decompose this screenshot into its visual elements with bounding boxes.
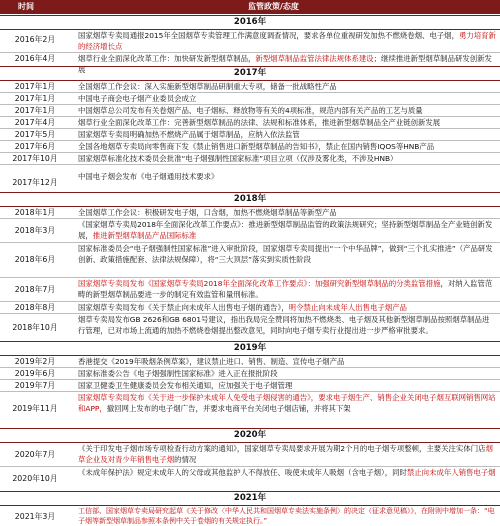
row-text: 中国电子烟会发布《电子烟通用技术要求》 bbox=[78, 172, 219, 181]
table-row bbox=[0, 392, 500, 425]
table-row bbox=[0, 243, 500, 276]
row-text: 中国电子商会电子烟产业委员会成立 bbox=[78, 94, 197, 103]
table-row bbox=[0, 356, 500, 367]
row-date: 2017年12月 bbox=[12, 178, 58, 187]
table-row bbox=[0, 117, 500, 128]
row-text: 《国家烟草专卖局2018年全面深化改革工作要点》：推进新型烟草制品监管的政策法规研究；坚持新型烟草制品全产业链创新发展， bbox=[78, 220, 493, 240]
row-date: 2017年1月 bbox=[14, 82, 56, 91]
row-date: 2016年2月 bbox=[14, 35, 56, 44]
row-text: 烟草行业全面深化改革工作：完善新型烟草制品的法律、法规和标准体系，推进新型烟草制品全产业链创新发展 bbox=[78, 118, 441, 127]
table-row bbox=[0, 30, 500, 51]
header-policy: 监管政策/态度 bbox=[248, 2, 299, 11]
row-date: 2021年3月 bbox=[14, 512, 56, 521]
row-text: 的情况 bbox=[174, 455, 197, 464]
row-text: 烟草专卖局发布GB 2626和GB 6801号建议，指出我局完全赞同将加热不燃烧类、电子烟及其他新型烟草制品按照烟草制品进行管理 bbox=[78, 315, 490, 335]
row-date: 2018年10月 bbox=[12, 323, 58, 332]
row-text: 撤回网上发布的电子烟广告，并要求电商平台关闭电子烟店铺，并将其下架 bbox=[106, 404, 351, 413]
row-date: 2016年4月 bbox=[14, 54, 56, 63]
row-text: 香港提交《2019年吸烟条例草案》，建议禁止进口、销售、制造、宣传电子烟产品 bbox=[78, 357, 345, 366]
row-highlight: 推进新型烟草制品产品国际标准 bbox=[92, 231, 197, 240]
year-heading: 2017年 bbox=[0, 66, 500, 81]
row-date: 2019年2月 bbox=[14, 357, 56, 366]
row-date: 2020年7月 bbox=[14, 450, 56, 459]
row-text: 全国烟草工作会议：积极研发电子烟，口含烟，加热不燃烧烟草制品等新型产品 bbox=[78, 208, 337, 217]
table-row bbox=[0, 105, 500, 116]
table-row bbox=[0, 93, 500, 104]
row-text: 全国烟草工作会议：深入实施新型烟草制品研制重大专项，储备一批战略性产品 bbox=[78, 82, 337, 91]
row-text: ，对纳入监管范畴的新型烟草制品要进一步的制定有效监管和量刑标准。 bbox=[78, 279, 493, 299]
row-text: 国家卫健委卫生健康委员会发布相关通知，应加强关于电子烟管理 bbox=[78, 381, 293, 390]
row-date: 2017年6月 bbox=[14, 142, 56, 151]
row-text: 中国烟草总公司发布有关卷烟产品、电子烟标、释放物等有关的4项标准，规范内部有关产品的工艺与质量 bbox=[78, 106, 423, 115]
row-text: 全国各地烟草专卖局向零售商下发《禁止销售进口新型烟草制品的告知书》，禁止在国内销售IQOS等HNB产品 bbox=[78, 142, 435, 151]
row-date: 2019年11月 bbox=[12, 404, 58, 413]
row-text: 国家烟草专卖局明确加热不燃烧产品属于烟草制品，应纳入依法监管 bbox=[78, 130, 300, 139]
table-row bbox=[0, 368, 500, 379]
row-highlight: 国家烟草专卖局发布《关于进一步保护未成年人免受电子烟侵害的通告》，要求电子烟生产、销售企业关闭电子烟互联网销售网站和APP， bbox=[78, 393, 496, 413]
row-date: 2017年1月 bbox=[14, 94, 56, 103]
table-row bbox=[0, 129, 500, 140]
row-date: 2018年7月 bbox=[14, 285, 56, 294]
year-heading: 2019年 bbox=[0, 341, 500, 356]
year-heading: 2021年 bbox=[0, 491, 500, 506]
row-date: 2020年10月 bbox=[12, 474, 58, 483]
row-highlight: 禁止向未成年人销售电子烟 bbox=[406, 468, 496, 477]
row-highlight: 勇力培育新的经济增长点 bbox=[78, 31, 496, 51]
row-highlight: 烟草企业及对青少年销售电子烟 bbox=[78, 444, 493, 464]
year-heading: 2016年 bbox=[0, 15, 500, 30]
row-text: ，已对市场上流通的加热不燃烧卷烟提出整改意见，同时向电子烟专卖行业提出进一步严格审批要求。 bbox=[100, 326, 433, 335]
table-row bbox=[0, 141, 500, 152]
table-row bbox=[0, 81, 500, 92]
row-text: 国家标准委员会“电子烟强制性国家标准”进入审批阶段，国家烟草专卖局提出“一个中华品牌”，做到“三个扎实推进”（产品研发创新、政策措施配套、法律法规保障），将“三大顶层”落实到实质性阶段 bbox=[78, 244, 493, 264]
table-row bbox=[0, 443, 500, 465]
row-date: 2018年1月 bbox=[14, 208, 56, 217]
table-row bbox=[0, 506, 500, 526]
row-highlight: 工信部、国家烟草专卖局研究起草《关于修改〈中华人民共和国烟草专卖法实施条例〉的决定（征求意见稿）》，在附则中增加一条：“电子烟等新型烟草制品参照本条例中关于卷烟的有关规定执行。” bbox=[78, 507, 495, 525]
row-date: 2017年4月 bbox=[14, 118, 56, 127]
row-date: 2018年6月 bbox=[14, 255, 56, 264]
row-highlight: 明令禁止向未成年人出售电子烟产品 bbox=[288, 303, 407, 312]
row-date: 2017年10月 bbox=[12, 154, 58, 163]
table-header bbox=[0, 0, 500, 14]
table-row bbox=[0, 467, 500, 489]
table-row bbox=[0, 165, 500, 188]
row-date: 2018年8月 bbox=[14, 303, 56, 312]
row-highlight: 新型烟草制品监管法律法规体系建设 bbox=[255, 54, 374, 63]
table-row bbox=[0, 207, 500, 218]
table-row bbox=[0, 380, 500, 391]
header-time: 时间 bbox=[18, 2, 34, 11]
row-date: 2017年1月 bbox=[14, 106, 56, 115]
table-row bbox=[0, 314, 500, 336]
row-text: 烟草行业全面深化改革工作：加快研发新型烟草制品， bbox=[78, 54, 256, 63]
year-heading: 2020年 bbox=[0, 428, 500, 443]
row-text: 国家烟草专卖局通报2015年全国烟草专卖管理工作满意度调查情况，要求各单位重视研发加热不燃烧卷烟、电子烟， bbox=[78, 31, 459, 40]
row-date: 2017年5月 bbox=[14, 130, 56, 139]
table-row bbox=[0, 278, 500, 300]
table-row bbox=[0, 153, 500, 164]
row-date: 2019年7月 bbox=[14, 381, 56, 390]
row-date: 2018年3月 bbox=[14, 226, 56, 235]
year-heading: 2018年 bbox=[0, 192, 500, 207]
row-text: 国家标准委公告《电子烟强制性国家标准》进入正在报批阶段 bbox=[78, 369, 278, 378]
row-text: 《关于印发电子烟市场专项检查行动方案的通知》，国家烟草专卖局要求开展为期2个月的电子烟专项整顿，主要关注实体门店 bbox=[78, 444, 486, 453]
row-date: 2019年6月 bbox=[14, 369, 56, 378]
table-row bbox=[0, 302, 500, 313]
row-text: 国家烟草标准化技术委员会批准“电子烟强制性国家标准”项目立项（仅涉及雾化类，不涉及HNB） bbox=[78, 154, 398, 163]
row-text: ；继续推进新型烟草制品研发创新发展 bbox=[78, 54, 492, 74]
table-row bbox=[0, 219, 500, 241]
row-highlight: 国家烟草专卖局发布《国家烟草专卖局2018年全面深化改革工作要点》：加强研究新型烟草制品的分类监管措施 bbox=[78, 279, 441, 288]
row-text: 《未成年保护法》规定未成年人的父母或其他监护人不得放任、唆使未成年人吸烟（含电子烟），同时 bbox=[78, 468, 407, 477]
row-text: 国家烟草专卖局发布《关于禁止向未成年人出售电子烟的通告》， bbox=[78, 303, 289, 312]
